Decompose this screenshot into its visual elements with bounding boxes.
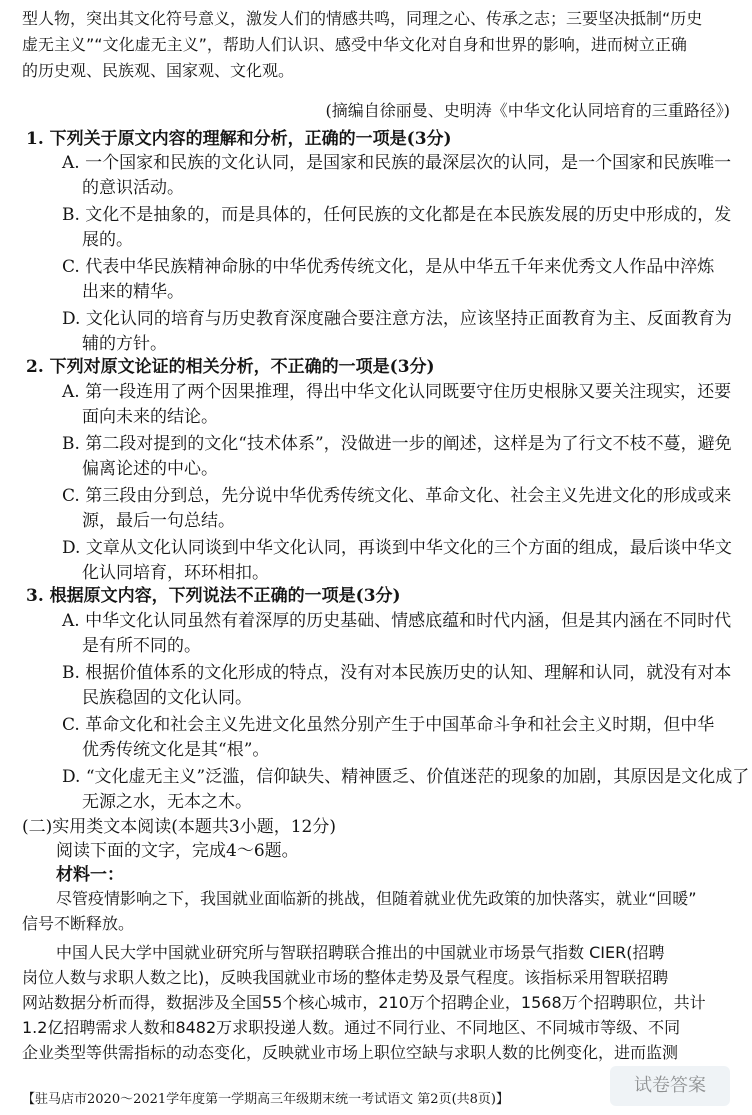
material-line: 中国人民大学中国就业研究所与智联招聘联合推出的中国就业市场景气指数 CIER(招聘 — [56, 943, 665, 962]
q3-option-b: B. 根据价值体系的文化形成的特点，没有对本民族历史的认知、理解和认同，就没有对本 — [62, 663, 732, 683]
passage-line: 虚无主义”“文化虚无主义”，帮助人们认识、感受中华文化对自身和世界的影响，进而树立正确 — [22, 35, 687, 54]
q2-option-c: C. 第三段由分到总，先分说中华优秀传统文化、革命文化、社会主义先进文化的形成或来 — [62, 486, 732, 506]
q3-option-d-cont: 无源之水，无本之木。 — [82, 792, 252, 812]
question-1-stem: 1. 下列关于原文内容的理解和分析，正确的一项是(3分) — [26, 129, 452, 149]
q1-option-b-cont: 展的。 — [82, 230, 133, 250]
question-3-stem: 3. 根据原文内容，下列说法不正确的一项是(3分) — [26, 586, 401, 606]
material-line: 企业类型等供需指标的动态变化，反映就业市场上职位空缺与求职人数的比例变化，进而监测 — [22, 1043, 679, 1062]
material-line: 1.2亿招聘需求人数和8482万求职投递人数。通过不同行业、不同地区、不同城市等级、不同 — [22, 1018, 681, 1037]
q2-option-c-cont: 源，最后一句总结。 — [82, 511, 235, 531]
question-2-stem: 2. 下列对原文论证的相关分析，不正确的一项是(3分) — [26, 357, 435, 377]
q2-option-b-cont: 偏离论述的中心。 — [82, 459, 218, 479]
material-line: 信号不断释放。 — [22, 914, 135, 933]
q1-option-c: C. 代表中华民族精神命脉的中华优秀传统文化，是从中华五千年来优秀文人作品中淬炼 — [62, 257, 715, 277]
q1-option-b: B. 文化不是抽象的，而是具体的，任何民族的文化都是在本民族发展的历史中形成的，发 — [62, 205, 732, 225]
q3-option-b-cont: 民族稳固的文化认同。 — [82, 688, 252, 708]
q2-option-d-cont: 化认同培育，环环相扣。 — [82, 563, 269, 583]
q1-option-d: D. 文化认同的培育与历史教育深度融合要注意方法，应该坚持正面教育为主、反面教育为 — [62, 309, 732, 329]
q3-option-c-cont: 优秀传统文化是其“根”。 — [82, 740, 270, 760]
q3-option-a-cont: 是有所不同的。 — [82, 636, 201, 656]
q1-option-c-cont: 出来的精华。 — [82, 282, 184, 302]
material-line: 网站数据分析而得，数据涉及全国55个核心城市，210万个招聘企业，1568万个招聘职位，共计 — [22, 993, 706, 1012]
q2-option-d: D. 文章从文化认同谈到中华文化认同，再谈到中华文化的三个方面的组成，最后谈中华文 — [62, 538, 732, 558]
q3-option-c: C. 革命文化和社会主义先进文化虽然分别产生于中国革命斗争和社会主义时期，但中华 — [62, 715, 715, 735]
q3-option-a: A. 中华文化认同虽然有着深厚的历史基础、情感底蕴和时代内涵，但是其内涵在不同时代 — [62, 611, 732, 631]
q2-option-a: A. 第一段连用了两个因果推理，得出中华文化认同既要守住历史根脉又要关注现实，还要 — [62, 382, 732, 402]
q1-option-d-cont: 辅的方针。 — [82, 334, 167, 354]
passage-line: 的历史观、民族观、国家观、文化观。 — [22, 61, 295, 80]
material-label: 材料一： — [56, 865, 124, 885]
material-line: 岗位人数与求职人数之比)，反映我国就业市场的整体走势及景气程度。该指标采用智联招聘 — [22, 968, 669, 987]
q2-option-b: B. 第二段对提到的文化“技术体系”，没做进一步的阐述，这样是为了行文不枝不蔓，避免 — [62, 434, 732, 454]
passage-line: 型人物，突出其文化符号意义，激发人们的情感共鸣，同理之心、传承之志；三要坚决抵制“历史 — [22, 9, 703, 28]
q2-option-a-cont: 面向未来的结论。 — [82, 407, 218, 427]
section-heading: (二)实用类文本阅读(本题共3小题，12分) — [22, 817, 336, 837]
material-line: 尽管疫情影响之下，我国就业面临新的挑战，但随着就业优先政策的加快落实，就业“回暖” — [56, 889, 697, 908]
page-footer: 【驻马店市2020～2021学年度第一学期高三年级期末统一考试语文 第2页(共8页)】 — [22, 1092, 509, 1107]
q1-option-a-cont: 的意识活动。 — [82, 178, 184, 198]
watermark: 试卷答案 — [610, 1066, 730, 1106]
section-instruction: 阅读下面的文字，完成4～6题。 — [56, 841, 299, 861]
q3-option-d: D. “文化虚无主义”泛滥，信仰缺失、精神匮乏、价值迷茫的现象的加剧，其原因是文化成了 — [62, 767, 750, 787]
source-citation: (摘编自徐丽曼、史明涛《中华文化认同培育的三重路径》) — [325, 101, 730, 120]
q1-option-a: A. 一个国家和民族的文化认同，是国家和民族的最深层次的认同，是一个国家和民族唯一 — [62, 153, 732, 173]
